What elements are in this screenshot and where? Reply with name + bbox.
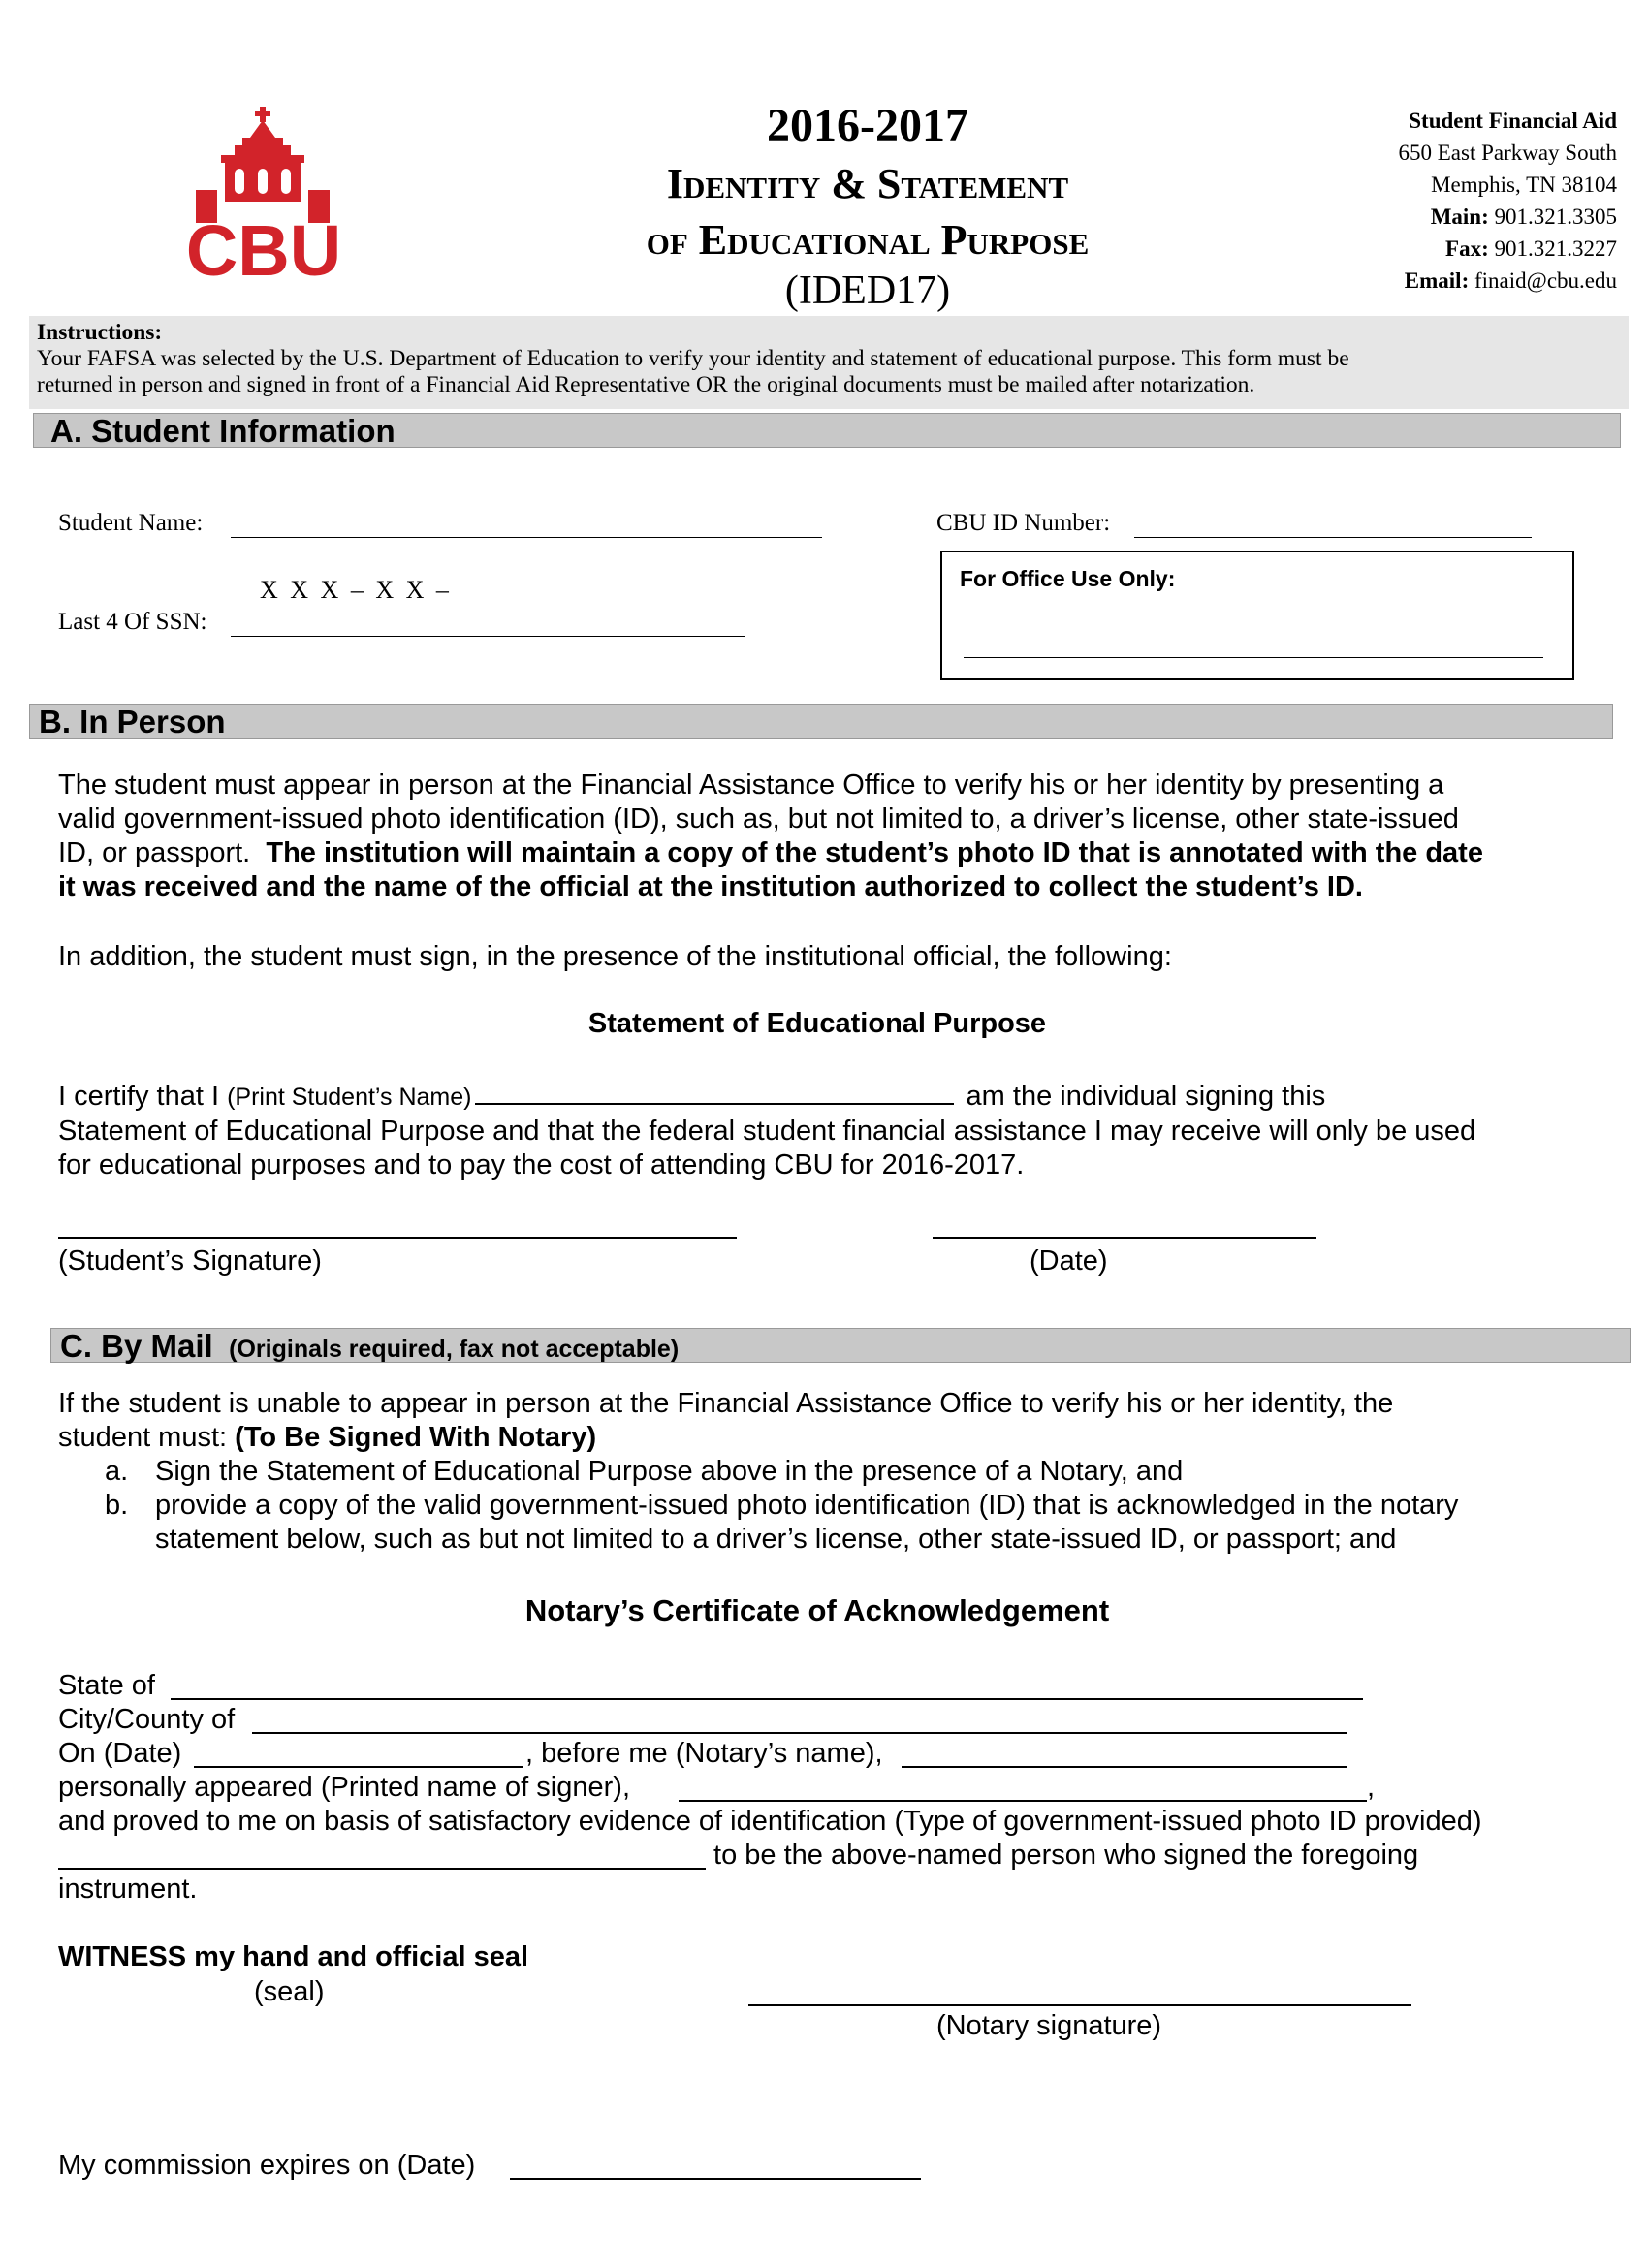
cbu-id-label: CBU ID Number: [936, 510, 1111, 536]
mail-steps-list: a. Sign the Statement of Educational Purpose above in the presence of a Notary, and b. provide a copy of the valid government-issued photo identification (ID) that is acknowledged in the notary statement below, such as but not limited to a driver’s license, other state-issued ID, or passport; and [105, 1455, 1617, 1557]
print-name-field[interactable] [475, 1078, 954, 1105]
statement-title: Statement of Educational Purpose [587, 1008, 1047, 1039]
id-type-field[interactable] [58, 1844, 706, 1870]
state-field[interactable] [171, 1675, 1363, 1700]
list-item: b. provide a copy of the valid government-issued photo identification (ID) that is acknowledged in the notary [105, 1490, 1459, 1521]
student-date-field[interactable] [933, 1213, 1316, 1239]
appeared-label: personally appeared (Printed name of signer), [58, 1772, 639, 1803]
office-address2: Memphis, TN 38104 [1431, 173, 1617, 197]
county-field[interactable] [252, 1709, 1347, 1734]
mail-intro: If the student is unable to appear in person at the Financial Assistance Office to verify his or her identity, the student must: (To Be Signed With Notary) [58, 1388, 1394, 1453]
logo-wordmark: CBU [185, 210, 342, 279]
office-address1: 650 East Parkway South [1398, 141, 1617, 165]
instructions-box [29, 316, 1629, 409]
section-b-title: B. In Person [39, 704, 226, 740]
bell-tower-icon [167, 105, 361, 279]
office-main-phone: Main: 901.321.3305 [1430, 205, 1617, 229]
office-fax: Fax: 901.321.3227 [1445, 236, 1617, 261]
instrument-label: instrument. [58, 1874, 198, 1905]
form-title-line2: of Educational Purpose [646, 216, 1090, 264]
student-name-field[interactable] [231, 514, 822, 538]
county-label: City/County of [58, 1704, 236, 1735]
list-item: a. Sign the Statement of Educational Purpose above in the presence of a Notary, and [105, 1456, 1184, 1487]
state-label: State of [58, 1670, 155, 1701]
certify-paragraph: I certify that I (Print Student’s Name) am the individual signing this Statement of Educational Purpose and that the federal student financial assistance I may receive will only be used for educational purposes and to pay the cost of attending CBU for 2016-2017. [58, 1078, 1629, 1182]
form-title-line1: Identity & Statement [666, 160, 1069, 207]
student-signature-label: (Student’s Signature) [58, 1245, 322, 1276]
in-person-paragraph-2: In addition, the student must sign, in the presence of the institutional official, the following: [58, 941, 1172, 972]
section-c-title: C. By Mail (Originals required, fax not acceptable) [60, 1328, 680, 1364]
instructions-line1: Your FAFSA was selected by the U.S. Department of Education to verify your identity and statement of educational purpose. This form must be [37, 346, 1349, 371]
above-named-label: to be the above-named person who signed the foregoing [706, 1840, 1419, 1871]
cbu-id-field[interactable] [1134, 514, 1532, 538]
before-me-label: , before me (Notary’s name), [525, 1738, 891, 1769]
ssn-mask: X X X – X X – [260, 576, 452, 604]
witness-label: WITNESS my hand and official seal [58, 1941, 529, 1972]
form-year: 2016-2017 [767, 100, 968, 151]
commission-date-field[interactable] [510, 2155, 921, 2180]
notary-signature-label: (Notary signature) [936, 2010, 1162, 2041]
on-date-label: On (Date) [58, 1738, 182, 1769]
ssn-label: Last 4 Of SSN: [58, 609, 207, 635]
signer-name-field[interactable] [679, 1777, 1367, 1802]
instructions-heading: Instructions: [37, 320, 163, 345]
notary-signature-field[interactable] [748, 1981, 1411, 2006]
student-signature-field[interactable] [58, 1213, 737, 1239]
student-name-label: Student Name: [58, 510, 204, 536]
office-use-label: For Office Use Only: [960, 566, 1176, 591]
office-contact [1260, 105, 1617, 297]
on-date-field[interactable] [194, 1743, 523, 1768]
seal-label: (seal) [254, 1976, 325, 2007]
commission-label: My commission expires on (Date) [58, 2150, 484, 2181]
appeared-comma: , [1367, 1772, 1376, 1803]
proved-line: and proved to me on basis of satisfactory evidence of identification (Type of government-issued photo ID provided) [58, 1806, 1482, 1837]
notary-name-field[interactable] [902, 1743, 1347, 1768]
in-person-paragraph: The student must appear in person at the Financial Assistance Office to verify his or her identity by presenting a valid government-issued photo identification (ID), such as, but not limited to, a driver’s license, other state-issued ID, or passport. The institution will maintain a copy of the student’s photo ID that is annotated with the date it was received and the name of the official at the institution authorized to collect the student’s ID. [58, 770, 1483, 902]
instructions-line2: returned in person and signed in front of a Financial Aid Representative OR the original documents must be mailed after notarization. [37, 372, 1255, 397]
email-link[interactable]: finaid@cbu.edu [1474, 268, 1617, 293]
ssn-field[interactable] [231, 613, 745, 637]
section-a-title: A. Student Information [50, 413, 396, 449]
office-email: Email: finaid@cbu.edu [1404, 268, 1617, 293]
section-b-bar [29, 704, 1613, 739]
form-code: (IDED17) [784, 268, 951, 313]
office-name: Student Financial Aid [1409, 109, 1617, 133]
student-date-label: (Date) [1030, 1245, 1108, 1276]
office-use-field [964, 634, 1543, 658]
notary-title: Notary’s Certificate of Acknowledgement [524, 1593, 1110, 1627]
cbu-logo [167, 105, 361, 279]
